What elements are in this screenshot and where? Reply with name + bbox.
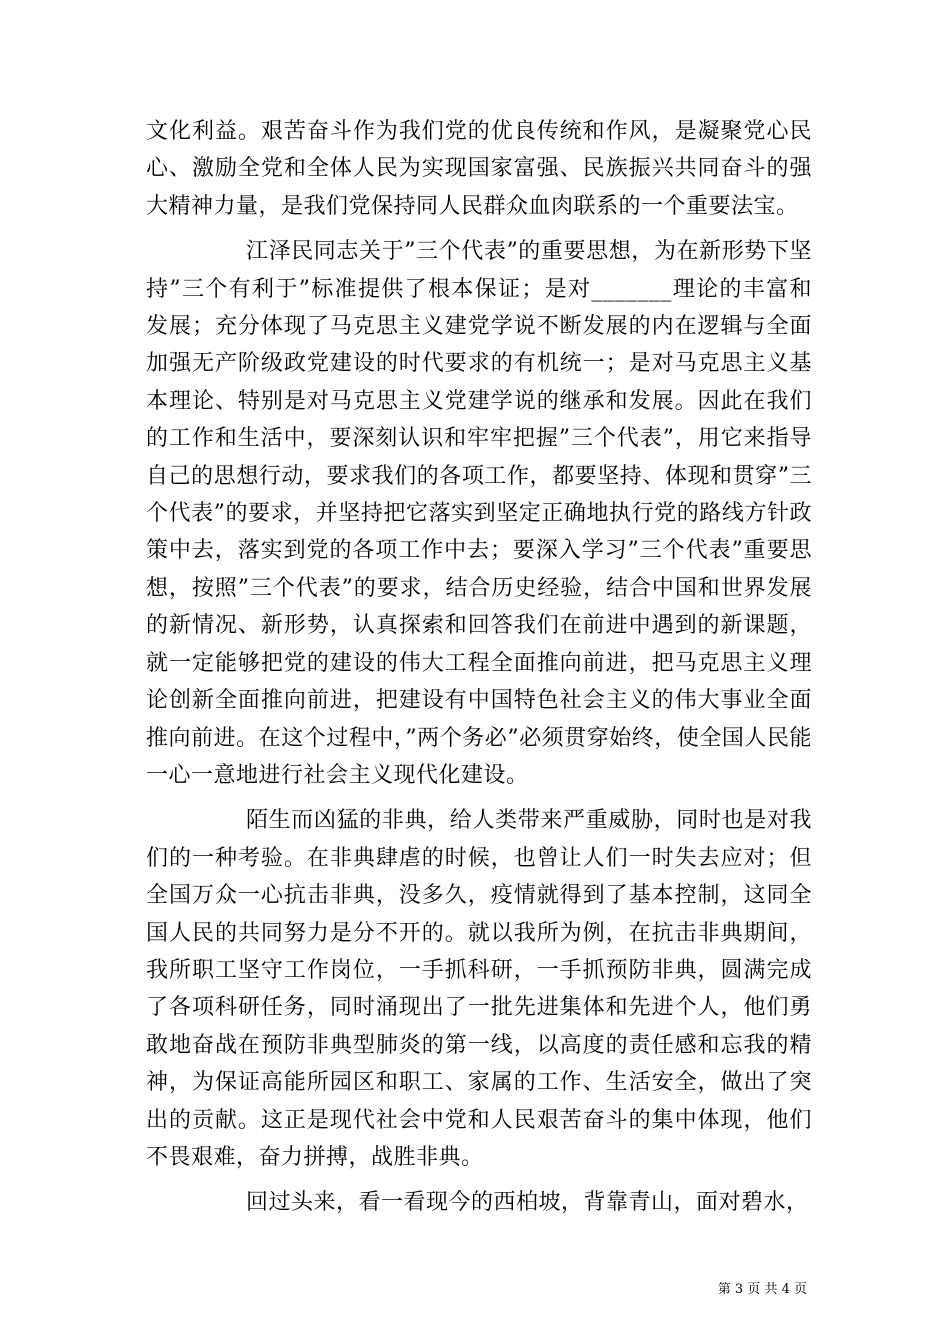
- paragraph-continuation: 文化利益。艰苦奋斗作为我们党的优良传统和作风，是凝聚党心民心、激励全党和全体人民为实现国家富强、民族振兴共同奋斗的强大精神力量，是我们党保持同人民群众血肉联系的一个重要法宝。: [146, 119, 812, 219]
- document-body: [146, 113, 812, 1222]
- paragraph-xibaipo: 回过头来，看一看现今的西柏坡，背靠青山，面对碧水，: [246, 1190, 809, 1216]
- paragraph-three-represents: 江泽民同志关于”三个代表”的重要思想，为在新形势下坚持”三个有利于”标准提供了根本保证；是对_______理论的丰富和发展；充分体现了马克思主义建党学说不断发展的内在逻辑与全面加强无产阶级政党建设的时代要求的有机统一；是对马克思主义基本理论、特别是对马克思主义党建学说的继承和发展。因此在我们的工作和生活中，要深刻认识和牢牢把握”三个代表”，用它来指导自己的思想行动，要求我们的各项工作，都要坚持、体现和贯穿”三个代表”的要求，并坚持把它落实到坚定正确地执行党的路线方针政策中去，落实到党的各项工作中去；要深入学习”三个代表”重要思想，按照”三个代表”的要求，结合历史经验，结合中国和世界发展的新情况、新形势，认真探索和回答我们在前进中遇到的新课题，就一定能够把党的建设的伟大工程全面推向前进，把马克思主义理论创新全面推向前进，把建设有中国特色社会主义的伟大事业全面推向前进。在这个过程中，”两个务必”必须贯穿始终，使全国人民能一心一意地进行社会主义现代化建设。: [146, 239, 812, 788]
- paragraph-sars: 陌生而凶猛的非典，给人类带来严重威胁，同时也是对我们的一种考验。在非典肆虐的时候，也曾让人们一时失去应对；但全国万众一心抗击非典，没多久，疫情就得到了基本控制，这同全国人民的共同努力是分不开的。就以我所为例，在抗击非典期间，我所职工坚守工作岗位，一手抓科研，一手抓预防非典，圆满完成了各项科研任务，同时涌现出了一批先进集体和先进个人，他们勇敢地奋战在预防非典型肺炎的第一线，以高度的责任感和忘我的精神，为保证高能所园区和职工、家属的工作、生活安全，做出了突出的贡献。这正是现代社会中党和人民艰苦奋斗的集中体现，他们不畏艰难，奋力拼搏，战胜非典。: [146, 808, 812, 1170]
- page-number-footer: 第 3 页 共 4 页: [717, 1282, 807, 1297]
